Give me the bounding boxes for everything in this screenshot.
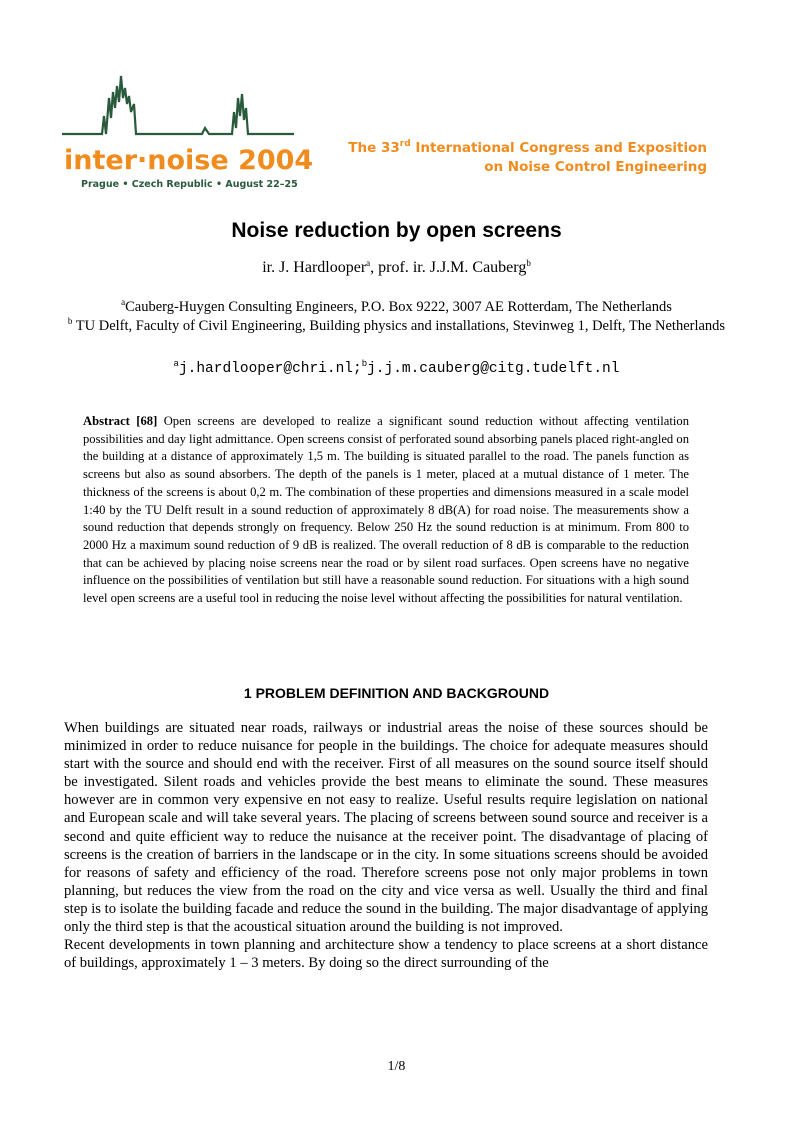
conference-line-1: The 33rd International Congress and Exposition	[348, 139, 707, 156]
logo-subline: Prague • Czech Republic • August 22–25	[81, 179, 298, 190]
conference-header	[348, 139, 707, 177]
paragraph-2: Recent developments in town planning and architecture show a tendency to place screens at a short distance of buildings, approximately 1 – 3 meters. By doing so the direct surrounding of the	[64, 937, 708, 972]
email-a[interactable]: j.hardlooper@chri.nl;	[178, 361, 362, 377]
email-b[interactable]: j.j.m.cauberg@citg.tudelft.nl	[367, 361, 620, 377]
conference-line-2: on Noise Control Engineering	[484, 159, 707, 175]
author-2: prof. ir. J.J.M. Cauberg	[378, 259, 527, 276]
abstract-text: Open screens are developed to realize a significant sound reduction without affecting ventilation possibilities and day light admittance. Open screens consist of perforated sound absorbing panels placed right-angled on the building at a distance of approximately 1,5 m. The building is situated parallel to the road. The panels function as screens but also as sound absorbers. The depth of the panels is 1 meter, placed at a mutual distance of 1 meter. The thickness of the screens is about 0,2 m. The combination of these properties and dimensions measured in a scale model 1:40 by the TU Delft result in a sound reduction of approximately 8 dB(A) for road noise. The measurements show a sound reduction that depends strongly on frequency. Below 250 Hz the sound reduction is at minimum. From 800 to 2000 Hz a maximum sound reduction of 9 dB is realized. The overall reduction of 8 dB is comparable to the reduction that can be achieved by placing noise screens near the road or by silent road surfaces. Open screens have no negative influence on the possibilities of ventilation but still have a reasonable sound reduction. For situations with a high sound level open screens are a useful tool in reducing the noise level without affecting the possibilities for natural ventilation.	[83, 414, 689, 606]
internoise-logo	[62, 68, 314, 194]
affiliation-a: $^a$Cauberg-Huygen Consulting Engineers, P.O. Box 9222, 3007 AE Rotterdam, The Netherlands	[121, 297, 672, 315]
section-body	[64, 719, 708, 972]
affiliations	[60, 298, 733, 335]
abstract	[83, 413, 689, 608]
page-number: 1/8	[387, 1059, 406, 1074]
author-1: ir. J. Hardlooper	[262, 259, 367, 276]
author-emails: $^a$j.hardlooper@chri.nl;$^b$j.j.m.cauberg@citg.tudelft.nl	[173, 359, 620, 377]
abstract-label: Abstract [68]	[83, 414, 158, 428]
logo-wordmark: inter·noise 2004	[64, 145, 314, 176]
affiliation-b: $^b$ TU Delft, Faculty of Civil Engineering, Building physics and installations, Stevinweg 1, Delft, The Netherlands	[67, 315, 726, 334]
skyline-graphic	[62, 68, 294, 148]
paragraph-1: When buildings are situated near roads, railways or industrial areas the noise of these sources should be minimized in order to reduce nuisance for people in the buildings. The choice for adequate measures should start with the source and should end with the receiver. First of all measures on the sound source itself should be investigated. Silent roads and vehicles provide the best means to eliminate the sound. These measures however are in common very expensive en not easy to realize. Useful results require legislation on national and European scale and will take several years. The placing of screens between sound source and receiver is a second and quite efficient way to reduce the nuisance at the receiver point. The disadvantage of placing of screens is the creation of barriers in the landscape or in the city. In some situations screens should be avoided for reasons of safety and efficiency of the road. Therefore screens pose not only major problems in town planning, but reduces the view from the road on the city and vice versa as well. Usually the third and final step is to isolate the building facade and reduce the sound in the building. The major disadvantage of applying only the third step is that the acoustical situation around the building is not improved.	[64, 720, 708, 936]
section-heading: 1 PROBLEM DEFINITION AND BACKGROUND	[243, 685, 550, 701]
paper-title: Noise reduction by open screens	[231, 219, 562, 242]
author-line: ir. J. Hardlooper$^a$, prof. ir. J.J.M. Cauberg$^b$	[262, 258, 531, 276]
